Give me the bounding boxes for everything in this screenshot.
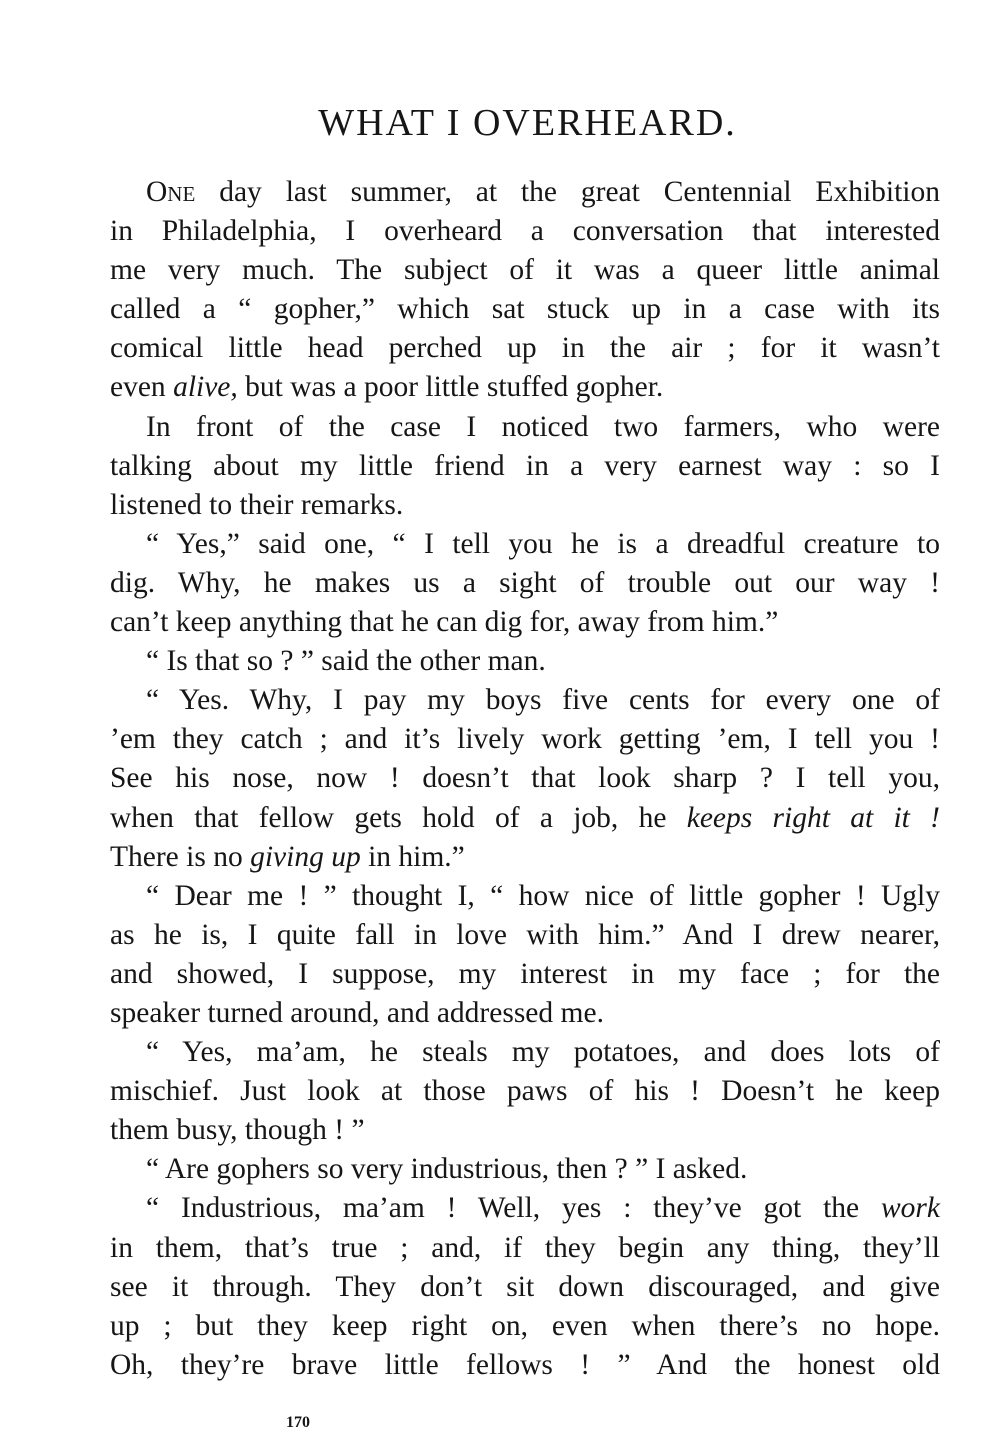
text-run: but was a poor little stuffed gopher. — [237, 371, 664, 404]
text-run: Oh, they’re brave little fellows ! ” And the honest old — [110, 1348, 940, 1381]
text-line — [110, 447, 940, 486]
text-line — [110, 1268, 940, 1307]
text-line — [110, 681, 940, 720]
text-line — [110, 642, 940, 681]
chapter-title: WHAT I OVERHEARD. — [318, 102, 737, 144]
text-line — [110, 1346, 940, 1385]
text-run: “ Is that so ? ” said the other man. — [146, 645, 546, 678]
text-line — [110, 1307, 940, 1346]
text-run: dig. Why, he makes us a sight of trouble out our way ! — [110, 566, 940, 599]
text-line — [110, 368, 940, 407]
text-run: called a “ gopher,” which sat stuck up in a case with its — [110, 293, 940, 326]
text-line — [110, 251, 940, 290]
body-text — [110, 173, 940, 1385]
text-run: “ Yes, ma’am, he steals my potatoes, and does lots of — [146, 1036, 940, 1069]
text-line — [110, 525, 940, 564]
text-run: “ Yes. Why, I pay my boys five cents for every one of — [146, 684, 940, 717]
text-line — [110, 994, 940, 1033]
small-caps-text: One — [146, 176, 196, 208]
text-line — [110, 290, 940, 329]
text-line — [110, 564, 940, 603]
page-number: 170 — [286, 1414, 310, 1431]
text-run: can’t keep anything that he can dig for, away from him.” — [110, 606, 779, 639]
text-line — [110, 1229, 940, 1268]
text-run: “ Industrious, ma’am ! Well, yes : they’ve got the — [146, 1192, 881, 1225]
text-run: them busy, though ! ” — [110, 1114, 365, 1147]
italic-text: work — [881, 1192, 940, 1225]
text-run: and showed, I suppose, my interest in my face ; for the — [110, 957, 940, 990]
text-line — [110, 329, 940, 368]
text-line — [110, 877, 940, 916]
text-line — [110, 916, 940, 955]
text-run: in him.” — [360, 840, 465, 873]
text-line — [110, 212, 940, 251]
text-run: me very much. The subject of it was a queer little animal — [110, 254, 940, 287]
text-run: mischief. Just look at those paws of his ! Doesn’t he keep — [110, 1075, 940, 1108]
text-run: See his nose, now ! doesn’t that look sharp ? I tell you, — [110, 762, 940, 795]
text-run: up ; but they keep right on, even when there’s no hope. — [110, 1309, 940, 1342]
text-run: see it through. They don’t sit down discouraged, and give — [110, 1270, 940, 1303]
text-run: comical little head perched up in the air ; for it wasn’t — [110, 332, 940, 365]
text-line — [110, 720, 940, 759]
text-line — [110, 1150, 940, 1189]
text-run: listened to their remarks. — [110, 488, 404, 521]
italic-text: keeps right at it ! — [686, 801, 940, 834]
text-run: talking about my little friend in a very earnest way : so I — [110, 449, 940, 482]
text-run: even — [110, 371, 174, 404]
text-line — [110, 408, 940, 447]
text-run: There is no — [110, 840, 251, 873]
text-line — [110, 1072, 940, 1111]
text-run: in Philadelphia, I overheard a conversation that interested — [110, 215, 940, 248]
text-run: “ Dear me ! ” thought I, “ how nice of little gopher ! Ugly — [146, 879, 940, 912]
text-line — [110, 1189, 940, 1228]
italic-text: giving up — [250, 840, 361, 873]
text-run: speaker turned around, and addressed me. — [110, 996, 604, 1029]
text-run: in them, that’s true ; and, if they begin any thing, they’ll — [110, 1231, 940, 1264]
text-run: as he is, I quite fall in love with him.” And I drew nearer, — [110, 918, 940, 951]
text-line — [110, 759, 940, 798]
text-run: In front of the case I noticed two farmers, who were — [146, 410, 940, 443]
text-line — [110, 173, 940, 212]
italic-text: alive, — [173, 371, 238, 404]
text-line — [110, 1033, 940, 1072]
text-run: “ Yes,” said one, “ I tell you he is a dreadful creature to — [146, 527, 940, 560]
text-line — [110, 955, 940, 994]
text-line — [110, 486, 940, 525]
text-line — [110, 603, 940, 642]
text-run: day last summer, at the great Centennial Exhibition — [195, 176, 940, 208]
text-line — [110, 838, 940, 877]
text-line — [110, 1111, 940, 1150]
text-run: “ Are gophers so very industrious, then ? ” I asked. — [146, 1153, 748, 1186]
text-run: when that fellow gets hold of a job, he — [110, 801, 687, 834]
text-line — [110, 799, 940, 838]
text-run: ’em they catch ; and it’s lively work getting ’em, I tell you ! — [110, 723, 940, 756]
